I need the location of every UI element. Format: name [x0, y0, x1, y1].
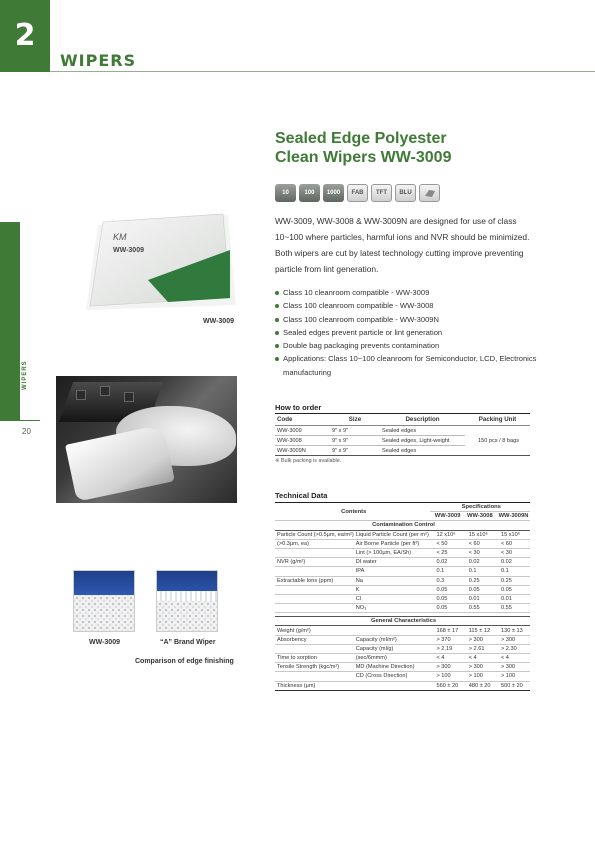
feature-item: Double bag packaging prevents contamination: [275, 339, 540, 352]
tech-cell: 0.01: [463, 594, 495, 603]
comparison-caption: Comparison of edge finishing: [135, 658, 234, 665]
tech-cell: Time to sorption: [275, 654, 354, 663]
tech-cell: 0.05: [430, 585, 462, 594]
table-row: [275, 626, 530, 635]
product-description: WW-3009, WW-3008 & WW-3009N are designed for use of class 10~100 where particles, harmful ions and NVR should be minimized. Both wipers are cut by latest technology cutting improve preventing particle from lint generation.: [275, 216, 530, 274]
order-col-packing: Packing Unit: [465, 414, 530, 426]
tech-cell: > 300: [430, 663, 462, 672]
feature-item: Sealed edges prevent particle or lint generation: [275, 326, 540, 339]
order-note: ※ Bulk packing is available.: [275, 458, 342, 464]
table-row: [275, 530, 530, 539]
tech-cell: < 4: [463, 654, 495, 663]
tech-cell: 0.05: [463, 585, 495, 594]
tech-cell: 0.05: [495, 585, 530, 594]
tech-cell: Capacity (ml/g): [354, 644, 431, 653]
fab-icon: FAB: [347, 184, 368, 202]
tech-cell: 500 ± 20: [495, 681, 530, 690]
order-cell: 9″ x 9″: [330, 436, 380, 446]
tech-spec-header: Specifications: [430, 503, 530, 512]
product-title-line1: Sealed Edge Polyester: [275, 130, 447, 147]
order-cell: WW-3009: [275, 426, 330, 436]
tech-cell: 12 x10⁶: [430, 530, 462, 539]
table-row: [275, 644, 530, 653]
order-cell: Sealed edges: [380, 426, 465, 436]
tech-model-header: WW-3009: [430, 512, 462, 521]
tft-icon: TFT: [371, 184, 392, 202]
glove-wiping-photo: [56, 376, 237, 503]
table-row: [275, 585, 530, 594]
tech-cell: Extractable Ions (ppm): [275, 576, 354, 585]
tech-cell: 0.05: [430, 594, 462, 603]
tech-table: [275, 502, 530, 691]
tech-cell: > 300: [495, 635, 530, 644]
tech-heading: Technical Data: [275, 491, 328, 500]
pack-brand: KM: [113, 232, 127, 242]
table-row: [275, 576, 530, 585]
tech-cell: < 4: [495, 654, 530, 663]
tech-cell: [275, 604, 354, 613]
header-divider: [50, 71, 595, 72]
feature-item: Class 100 cleanroom compatible - WW-3009N: [275, 313, 540, 326]
feature-item: Class 10 cleanroom compatible - WW-3009: [275, 286, 540, 299]
tech-cell: CD (Cross Direction): [354, 672, 431, 681]
tech-model-header: WW-3008: [463, 512, 495, 521]
table-row: [275, 672, 530, 681]
chip-shape: [100, 386, 110, 396]
product-pack-image: [78, 210, 238, 315]
order-cell: 9″ x 9″: [330, 426, 380, 436]
tech-cell: DI water: [354, 558, 431, 567]
tech-cell: [275, 548, 354, 557]
tech-cell: Capacity (ml/m²): [354, 635, 431, 644]
table-row: [275, 604, 530, 613]
tech-cell: > 370: [430, 635, 462, 644]
tech-cell: 0.05: [430, 604, 462, 613]
table-row: [275, 426, 530, 436]
section-title: WIPERS: [60, 51, 137, 70]
tech-cell: (>0.3μm, ea): [275, 539, 354, 548]
tech-cell: 168 ± 17: [430, 626, 462, 635]
tech-group-header: Contamination Control: [275, 521, 530, 530]
tech-cell: MD (Machine Direction): [354, 663, 431, 672]
edge-swatch-a-brand: [156, 570, 218, 632]
tech-cell: Air Borne Particle (per ft³): [354, 539, 431, 548]
class-10-icon: 10: [275, 184, 296, 202]
tech-cell: Tensile Strength (kgc/m²): [275, 663, 354, 672]
side-divider: [0, 420, 40, 421]
chip-shape: [76, 390, 86, 400]
packing-unit-cell: 150 pcs / 8 bags: [465, 426, 530, 456]
tech-cell: 0.55: [495, 604, 530, 613]
order-table: [275, 413, 530, 456]
tech-cell: Lint (> 100μm, EA/Sh): [354, 548, 431, 557]
tech-cell: 0.3: [430, 576, 462, 585]
tech-cell: (sec/6mmm): [354, 654, 431, 663]
tech-cell: Absorbency: [275, 635, 354, 644]
table-row: [275, 548, 530, 557]
chip-shape: [124, 392, 134, 402]
feature-list: [275, 286, 540, 379]
feature-item: Applications: Class 10~100 cleanroom for Semiconductor, LCD, Electronics manufacturing: [275, 352, 540, 379]
tech-cell: 0.25: [495, 576, 530, 585]
tech-model-header: WW-3009N: [495, 512, 530, 521]
pack-model: WW-3009: [113, 247, 144, 254]
table-row: [275, 567, 530, 576]
tech-cell: [354, 626, 431, 635]
tech-cell: [354, 681, 431, 690]
page-number: 20: [22, 427, 31, 436]
tech-cell: < 30: [495, 548, 530, 557]
tech-cell: < 50: [430, 539, 462, 548]
tech-cell: > 2.61: [463, 644, 495, 653]
order-heading: How to order: [275, 403, 322, 412]
tech-group-header: General Characteristics: [275, 617, 530, 626]
tech-cell: 0.02: [495, 558, 530, 567]
swatch-caption-left: WW-3009: [89, 639, 120, 646]
tech-cell: 130 ± 13: [495, 626, 530, 635]
tech-cell: > 300: [495, 663, 530, 672]
tech-cell: < 4: [430, 654, 462, 663]
side-tab-bar: [0, 222, 20, 420]
tech-cell: > 100: [463, 672, 495, 681]
tech-cell: > 2.30: [495, 644, 530, 653]
product-title: [275, 129, 451, 167]
tech-cell: NO₃: [354, 604, 431, 613]
order-cell: WW-3009N: [275, 446, 330, 456]
tech-cell: 0.01: [495, 594, 530, 603]
tech-cell: NVR (g/m²): [275, 558, 354, 567]
tech-cell: Cl: [354, 594, 431, 603]
tech-cell: 115 ± 12: [463, 626, 495, 635]
table-row: [275, 654, 530, 663]
tech-cell: 560 ± 20: [430, 681, 462, 690]
tech-cell: > 100: [430, 672, 462, 681]
swatch-caption-right: “A” Brand Wiper: [160, 639, 216, 646]
pack-caption: WW-3009: [203, 318, 234, 325]
order-col-size: Size: [330, 414, 380, 426]
table-row: [275, 635, 530, 644]
tech-cell: < 25: [430, 548, 462, 557]
table-row: [275, 539, 530, 548]
class-1000-icon: 1000: [323, 184, 344, 202]
tech-cell: 0.02: [463, 558, 495, 567]
tech-contents-header: Contents: [275, 503, 430, 521]
tech-cell: < 30: [463, 548, 495, 557]
wiper-cloth-shape: [65, 424, 175, 502]
order-cell: Sealed edges, Light-weight: [380, 436, 465, 446]
tech-cell: [275, 594, 354, 603]
edge-swatch-ww3009: [73, 570, 135, 632]
tech-cell: 0.1: [430, 567, 462, 576]
feature-item: Class 100 cleanroom compatible - WW-3008: [275, 299, 540, 312]
tech-cell: 0.55: [463, 604, 495, 613]
product-title-line2: Clean Wipers WW-3009: [275, 149, 452, 166]
side-tab-label: WIPERS: [22, 360, 28, 390]
tech-cell: Weight (g/m²): [275, 626, 354, 635]
tech-cell: > 300: [463, 663, 495, 672]
hand-wipe-icon: [419, 184, 440, 202]
order-col-desc: Description: [380, 414, 465, 426]
tech-cell: [275, 567, 354, 576]
tech-cell: Thickness (μm): [275, 681, 354, 690]
tech-cell: 0.1: [463, 567, 495, 576]
class-100-icon: 100: [299, 184, 320, 202]
tech-cell: IPA: [354, 567, 431, 576]
tech-cell: > 2.19: [430, 644, 462, 653]
tech-cell: 0.02: [430, 558, 462, 567]
tech-cell: [275, 672, 354, 681]
order-col-code: Code: [275, 414, 330, 426]
table-row: [275, 663, 530, 672]
table-row: [275, 681, 530, 690]
tech-cell: 15 x10⁶: [495, 530, 530, 539]
table-row: [275, 594, 530, 603]
chapter-number: 2: [14, 18, 36, 53]
tech-cell: [275, 644, 354, 653]
tech-cell: 480 ± 20: [463, 681, 495, 690]
tech-cell: < 60: [495, 539, 530, 548]
blu-icon: BLU: [395, 184, 416, 202]
tech-cell: > 300: [463, 635, 495, 644]
tech-cell: Na: [354, 576, 431, 585]
order-cell: 9″ x 9″: [330, 446, 380, 456]
order-cell: Sealed edges: [380, 446, 465, 456]
tech-cell: < 60: [463, 539, 495, 548]
tech-cell: 15 x10⁶: [463, 530, 495, 539]
tech-cell: K: [354, 585, 431, 594]
order-cell: WW-3008: [275, 436, 330, 446]
chapter-badge: [0, 0, 50, 72]
certification-icons: [275, 184, 440, 202]
tech-cell: > 100: [495, 672, 530, 681]
table-row: [275, 558, 530, 567]
tech-cell: 0.1: [495, 567, 530, 576]
tech-cell: Liquid Particle Count (per m²): [355, 531, 429, 538]
tech-cell: Particle Count (>0.5μm, ea/m²): [277, 531, 354, 538]
tech-cell: 0.25: [463, 576, 495, 585]
tech-cell: [275, 585, 354, 594]
